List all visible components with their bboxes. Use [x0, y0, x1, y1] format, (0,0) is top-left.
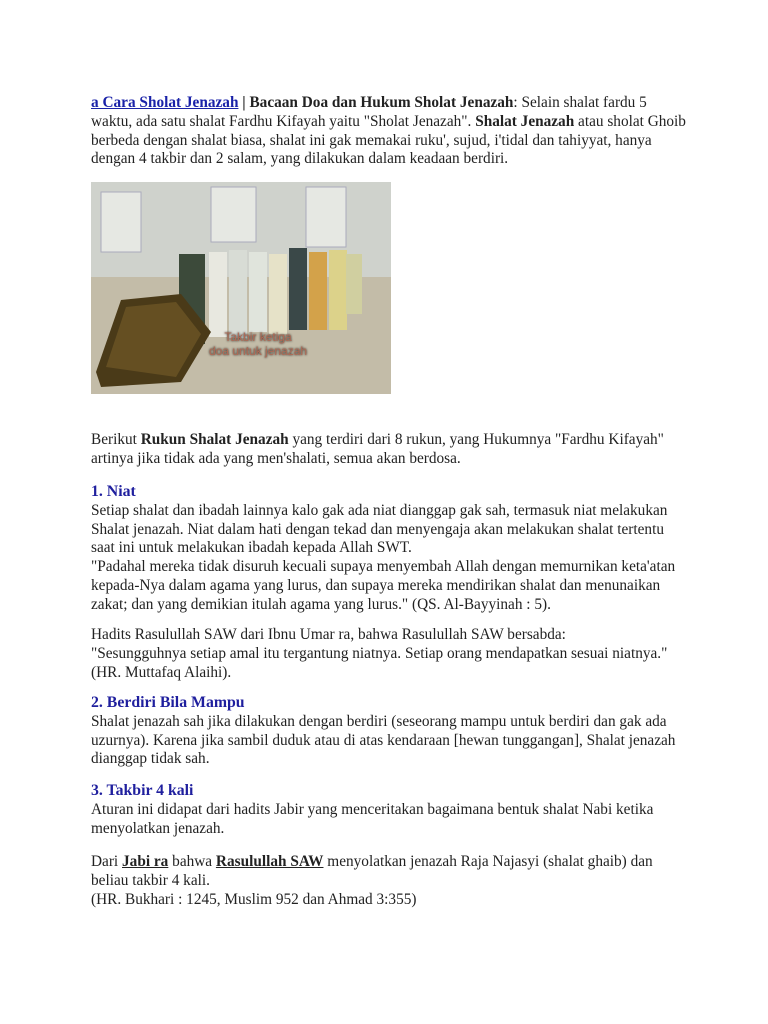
- text-segment: "Padahal mereka tidak disuruh kecuali supaya menyembah Allah dengan memurnikan keta'atan: [91, 558, 676, 576]
- section-heading: 1. Niat: [91, 483, 136, 500]
- caption-line-2: doa untuk jenazah: [209, 344, 308, 358]
- text-segment: menyolatkan jenazah.: [91, 819, 225, 837]
- intro-paragraph: [91, 94, 686, 169]
- text-segment: yang terdiri dari 8 rukun, yang Hukumnya "Fardhu Kifayah": [288, 431, 664, 448]
- text-line: [91, 94, 686, 113]
- text-line: [91, 664, 667, 683]
- text-line: [91, 782, 653, 801]
- text-segment: Shalat Jenazah: [475, 112, 575, 130]
- text-segment: artinya jika tidak ada yang men'shalati, semua akan berdosa.: [91, 449, 461, 467]
- text-segment: dianggap tidak sah.: [91, 750, 210, 768]
- text-line: [91, 694, 675, 713]
- section-niat: [91, 483, 675, 615]
- text-line: [91, 431, 664, 450]
- text-segment: zakat; dan yang demikian itulah agama yang lurus." (QS. Al-Bayyinah : 5).: [91, 595, 551, 613]
- text-segment: |: [238, 94, 250, 111]
- text-line: [91, 150, 686, 169]
- text-line: [91, 450, 664, 469]
- text-line: [91, 820, 653, 839]
- text-segment: waktu, ada satu shalat Fardhu Kifayah yaitu "Sholat Jenazah".: [91, 112, 476, 130]
- text-segment: (HR. Muttafaq Alaihi).: [91, 663, 232, 681]
- text-line: [91, 539, 675, 558]
- text-line: [91, 713, 675, 732]
- section-berdiri-bila-mampu: [91, 694, 675, 769]
- text-line: [91, 645, 667, 664]
- text-segment: Dari: [91, 853, 123, 870]
- text-segment: berbeda dengan shalat biasa, shalat ini gak memakai ruku', sujud, i'tidal dan tahiyyat, hanya: [91, 131, 652, 149]
- text-segment: (HR. Bukhari : 1245, Muslim 952 dan Ahmad 3:355): [91, 890, 417, 908]
- text-line: [91, 596, 675, 615]
- photo-illustration: [91, 182, 391, 394]
- text-segment: : Selain shalat fardu 5: [513, 94, 647, 111]
- text-segment: Berikut: [91, 431, 141, 448]
- text-link[interactable]: Jabi ra: [122, 853, 169, 870]
- text-segment: kepada-Nya dalam agama yang lurus, dan supaya mereka mendirikan shalat dan menunaikan: [91, 576, 661, 594]
- text-line: [91, 853, 653, 872]
- text-segment: Hadits Rasulullah SAW dari Ibnu Umar ra, bahwa Rasulullah SAW bersabda:: [91, 626, 566, 643]
- text-line: [91, 113, 686, 132]
- text-segment: saat ini untuk melakukan ibadah kepada Allah SWT.: [91, 539, 412, 557]
- text-segment: "Sesungguhnya setiap amal itu tergantung niatnya. Setiap orang mendapatkan sesuai niatnya.": [91, 644, 668, 662]
- text-segment: Bacaan Doa dan Hukum Sholat Jenazah: [249, 94, 514, 111]
- text-line: [91, 801, 653, 820]
- text-line: [91, 577, 675, 596]
- funeral-prayer-photo: [91, 182, 391, 394]
- text-link[interactable]: a Cara Sholat Jenazah: [91, 94, 239, 111]
- section-heading: 2. Berdiri Bila Mampu: [91, 694, 245, 711]
- text-segment: dengan 4 takbir dan 2 salam, yang dilakukan dalam keadaan berdiri.: [91, 150, 509, 168]
- rukun-intro-paragraph: [91, 431, 664, 469]
- text-segment: Rukun Shalat Jenazah: [140, 431, 289, 448]
- caption-line-1: Takbir ketiga: [224, 330, 292, 344]
- text-line: [91, 521, 675, 540]
- hadits-ibnu-umar: [91, 626, 667, 682]
- text-segment: Setiap shalat dan ibadah lainnya kalo gak ada niat dianggap gak sah, termasuk niat melakukan: [91, 501, 668, 519]
- text-line: [91, 132, 686, 151]
- text-line: [91, 732, 675, 751]
- text-segment: uzurnya). Karena jika sambil duduk atau di atas kendaraan [hewan tunggangan], Shalat jenazah: [91, 731, 676, 749]
- text-segment: bahwa: [168, 853, 216, 870]
- section-heading: 3. Takbir 4 kali: [91, 782, 194, 799]
- text-line: [91, 502, 675, 521]
- text-line: [91, 558, 675, 577]
- text-line: [91, 483, 675, 502]
- text-segment: Shalat jenazah. Niat dalam hati dengan tekad dan menyengaja akan melakukan shalat tertentu: [91, 520, 664, 538]
- hadits-jabir: [91, 853, 653, 909]
- text-line: [91, 750, 675, 769]
- text-segment: Shalat jenazah sah jika dilakukan dengan berdiri (seseorang mampu untuk berdiri dan gak ada: [91, 712, 667, 730]
- text-segment: beliau takbir 4 kali.: [91, 871, 210, 889]
- text-segment: Aturan ini didapat dari hadits Jabir yang menceritakan bagaimana bentuk shalat Nabi ketika: [91, 800, 654, 818]
- text-line: [91, 626, 667, 645]
- text-line: [91, 872, 653, 891]
- photo-caption: [209, 330, 307, 358]
- text-link[interactable]: Rasulullah SAW: [215, 853, 324, 870]
- text-segment: atau sholat Ghoib: [574, 112, 686, 130]
- text-segment: menyolatkan jenazah Raja Najasyi (shalat ghaib) dan: [323, 853, 653, 870]
- section-takbir-4-kali: [91, 782, 653, 838]
- text-line: [91, 891, 653, 910]
